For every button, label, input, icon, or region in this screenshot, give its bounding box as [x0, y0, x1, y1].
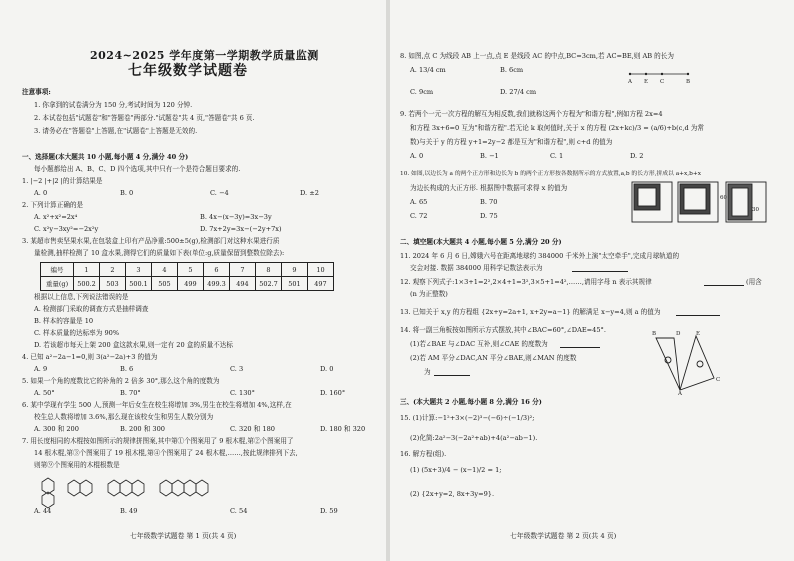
q3-option-b: B. 样本的容量是 10: [34, 317, 94, 325]
q3-table-data-row: [41, 277, 334, 291]
q7-hexagon-pattern-figure: [38, 474, 228, 510]
q7-option-b: B. 49: [120, 507, 138, 515]
table-cell: 6: [204, 263, 230, 277]
q4-option-a: A. 9: [34, 365, 48, 373]
exam-title: 2024~2025 学年度第一学期教学质量监测: [90, 49, 319, 62]
q5-option-b: B. 70°: [120, 389, 141, 397]
table-cell: 重量(g): [41, 277, 74, 291]
q2-option-c: C. x²y−3xy²=−2x²y: [34, 225, 99, 233]
section-3-heading: 三、(本大题共 2 小题,每小题 8 分,满分 16 分): [400, 398, 542, 406]
q1-option-a: A. 0: [34, 189, 48, 197]
q10-label-30: 30: [752, 207, 759, 213]
q3-stem-line-2: 量检测,抽样检测了 10 盒水果,测得它们的质量如下表(单位:g,质量保留到整数位除去):: [34, 249, 285, 257]
section-2-heading: 二、填空题(本大题共 4 小题,每小题 5 分,满分 20 分): [400, 238, 562, 246]
q11-answer-blank: [572, 271, 628, 272]
table-cell: 9: [282, 263, 308, 277]
table-cell: 494: [230, 277, 256, 291]
q5-option-a: A. 50°: [34, 389, 55, 397]
q12-blank-unit: (用含: [746, 278, 762, 286]
q7-option-c: C. 54: [230, 507, 248, 515]
page-1-footer: 七年级数学试题卷 第 1 页(共 4 页): [130, 532, 237, 540]
q11-line-1: 11. 2024 年 6 月 6 日,嫦娥六号在距离地球约 384000 千米外上演"太空牵手",完成月球轨道的: [400, 252, 680, 260]
q10-label-60: 60: [720, 195, 727, 201]
table-cell: 500.2: [74, 277, 100, 291]
q14-line-2: (1)若∠BAE 与∠DAC 互补,则∠CAE 的度数为: [410, 340, 548, 348]
q1-stem: 1. |−2 |+|2 |的计算结果是: [22, 177, 103, 185]
q14-label-b: B: [652, 331, 657, 337]
q12-answer-blank: [704, 285, 744, 286]
q3-option-a: A. 检测部门采取的调查方式是抽样调查: [34, 305, 149, 313]
table-cell: 503: [100, 277, 126, 291]
table-cell: 7: [230, 263, 256, 277]
q9-stem-line-3: 数)与关于 y 的方程 y+1=2y−2 都是互为"和谐方程",则 c+d 的值为: [410, 138, 613, 146]
q9-option-d: D. 2: [630, 152, 644, 160]
section-1-instruction: 每小题都给出 A、B、C、D 四个选项,其中只有一个是符合题目要求的.: [34, 165, 241, 173]
q6-stem-line-1: 6. 某中学现有学生 500 人,预测一年后女生在校生将增加 3%,男生在校生将增加 4%,这样,在: [22, 401, 292, 409]
q11-line-2: 交会对接. 数据 384000 用科学记数法表示为: [410, 264, 543, 272]
q9-stem-line-2: 和方程 3x+6=0 互为"和谐方程".若无论 k 取何值时,关于 x 的方程 (2x+kc)/3 = (a/6)+b(c,d 为常: [410, 124, 704, 132]
table-cell: 497: [308, 277, 334, 291]
q10-option-d: D. 75: [480, 212, 498, 220]
q14-1-answer-blank: [560, 347, 600, 348]
notice-item-2: 2. 本试卷包括"试题卷"和"答题卷"两部分."试题卷"共 4 页,"答题卷"共 6 页.: [34, 114, 255, 122]
table-cell: 5: [178, 263, 204, 277]
table-cell: 8: [256, 263, 282, 277]
q10-squares-figure: [630, 180, 770, 224]
q8-label-e: E: [644, 79, 649, 85]
table-cell: 2: [100, 263, 126, 277]
q6-option-b: B. 200 和 300: [120, 425, 165, 433]
q7-option-a: A. 44: [34, 507, 52, 515]
q8-option-b: B. 6cm: [500, 66, 524, 74]
q6-stem-line-2: 校生总人数将增加 3.6%,那么现在该校女生和男生人数分别为: [34, 413, 214, 421]
q10-stem-line-2: 为边长构成的大正方形. 根据图中数据可求得 x 的值为: [410, 184, 568, 192]
q2-option-d: D. 7x+2y=3x−(−2y+7x): [200, 225, 282, 233]
q3-followup: 根据以上信息,下列说法错误的是: [34, 293, 129, 301]
q1-option-d: D. ±2: [300, 189, 319, 197]
q7-option-d: D. 59: [320, 507, 338, 515]
page-1: [0, 0, 386, 561]
q9-option-b: B. −1: [480, 152, 499, 160]
q10-stem-line-1: 10. 如图,以边长为 a 的两个正方形和边长为 b 的两个正方形按各数据所示的方式放置,a,b 的长方形,拼成以 a+x,b+x: [400, 171, 701, 177]
q12-line-1: 12. 观察下列式子:1×3+1=2²,2×4+1=3²,3×5+1=4²,……,请用字母 n 表示其规律: [400, 278, 652, 286]
section-1-heading: 一、选择题(本大题共 10 小题,每小题 4 分,满分 40 分): [22, 153, 189, 161]
q16-part-2: (2) {2x+y=2, 8x+3y=9}.: [410, 490, 495, 498]
q14-2-answer-blank: [434, 375, 470, 376]
q7-stem-line-1: 7. 用长度相同的木棍按如图所示的规律拼图案,其中第①个图案用了 9 根木棍,第②个图案用了: [22, 437, 294, 445]
table-cell: 499.3: [204, 277, 230, 291]
table-cell: 502.7: [256, 277, 282, 291]
q4-option-c: C. 3: [230, 365, 244, 373]
q8-label-c: C: [660, 79, 665, 85]
table-cell: 4: [152, 263, 178, 277]
table-cell: 3: [126, 263, 152, 277]
notice-item-1: 1. 你拿到的试卷满分为 150 分,考试时间为 120 分钟.: [34, 101, 193, 109]
q7-stem-line-3: 则第⑨个图案用的木棍根数是: [34, 461, 120, 469]
q2-option-b: B. 4x−(x−3y)=3x−3y: [200, 213, 272, 221]
q4-option-d: D. 0: [320, 365, 334, 373]
q6-option-c: C. 320 和 180: [230, 425, 275, 433]
q8-option-a: A. 13/4 cm: [410, 66, 446, 74]
q9-stem-line-1: 9. 若两个一元一次方程的解互为相反数,我们就称这两个方程为"和谐方程",例如方程 2x=4: [400, 110, 663, 118]
q16-part-1: (1) (5x+3)/4 − (x−1)/2 = 1;: [410, 466, 502, 474]
q14-line-3: (2)若 AM 平分∠DAC,AN 平分∠BAE,则∠MAN 的度数: [410, 354, 577, 362]
q12-line-2: (n 为正整数): [410, 290, 448, 298]
q16-heading: 16. 解方程(组).: [400, 450, 447, 458]
table-cell: 编号: [41, 263, 74, 277]
q14-line-4: 为: [424, 368, 431, 376]
q4-option-b: B. 6: [120, 365, 134, 373]
notice-item-3: 3. 请务必在"答题卷"上答题,在"试题卷"上答题是无效的.: [34, 127, 198, 135]
q3-option-d: D. 若该超市每天上架 200 盒这款水果,则一定有 20 盒的质量不达标: [34, 341, 233, 349]
q9-option-a: A. 0: [410, 152, 424, 160]
q9-option-c: C. 1: [550, 152, 564, 160]
table-cell: 10: [308, 263, 334, 277]
q5-option-c: C. 130°: [230, 389, 255, 397]
q5-option-d: D. 160°: [320, 389, 346, 397]
q7-stem-line-2: 14 根木棍,第③个图案用了 19 根木棍,第④个图案用了 24 根木棍,……,按此规律排列下去,: [34, 449, 298, 457]
table-cell: 1: [74, 263, 100, 277]
q15-part-2: (2)化简:2a²−3(−2a²+ab)+4(a²−ab−1).: [410, 434, 538, 442]
q10-option-b: B. 70: [480, 198, 498, 206]
q13-answer-blank: [676, 315, 720, 316]
page-2: [390, 0, 794, 561]
q8-label-b: B: [686, 79, 691, 85]
q3-table-header-row: [41, 263, 334, 277]
q10-option-c: C. 72: [410, 212, 428, 220]
q2-option-a: A. x²+x²=2x⁴: [34, 213, 78, 221]
q14-label-c: C: [716, 377, 721, 383]
q8-option-d: D. 27/4 cm: [500, 88, 537, 96]
q3-weight-table: [40, 262, 334, 291]
q6-option-a: A. 300 和 200: [34, 425, 79, 433]
q14-label-d: D: [676, 331, 681, 337]
q14-set-square-figure: [652, 330, 724, 394]
q6-option-d: D. 180 和 320: [320, 425, 366, 433]
q14-line-1: 14. 将一副三角板按如图所示方式摆放,其中∠BAC=60°,∠DAE=45°.: [400, 326, 606, 334]
exam-subtitle: 七年级数学试题卷: [128, 63, 248, 79]
q4-stem: 4. 已知 a²−2a−1=0,则 3(a²−2a)+3 的值为: [22, 353, 158, 361]
table-cell: 505: [152, 277, 178, 291]
q10-option-a: A. 65: [410, 198, 428, 206]
q13-text: 13. 已知关于 x,y 的方程组 {2x+y=2a+1, x+2y=a−1} 的解满足 x−y=4,则 a 的值为: [400, 308, 661, 316]
table-cell: 500.1: [126, 277, 152, 291]
q5-stem: 5. 如果一个角的度数比它的补角的 2 倍多 30°,那么这个角的度数为: [22, 377, 220, 385]
q2-stem: 2. 下列计算正确的是: [22, 201, 84, 209]
q14-label-a: A: [678, 391, 682, 397]
q15-part-1: 15. (1)计算:−1²+3×(−2)³−(−6)÷(−1/3)²;: [400, 414, 535, 422]
table-cell: 501: [282, 277, 308, 291]
table-cell: 499: [178, 277, 204, 291]
q1-option-b: B. 0: [120, 189, 134, 197]
q1-option-c: C. −4: [210, 189, 229, 197]
q3-option-c: C. 样本质量的达标率为 90%: [34, 329, 120, 337]
q3-stem-line-1: 3. 某超市售卖坚果水果,在包装盒上印有产品净重:500±5(g),检测部门对这种水果进行质: [22, 237, 280, 245]
q8-stem: 8. 如图,点 C 为线段 AB 上一点,点 E 是线段 AC 的中点,BC=3cm,若 AC=BE,则 AB 的长为: [400, 52, 674, 60]
page-2-footer: 七年级数学试题卷 第 2 页(共 4 页): [510, 532, 617, 540]
q8-label-a: A: [628, 79, 632, 85]
notice-heading: 注意事项:: [22, 88, 51, 96]
q14-label-e: E: [696, 331, 701, 337]
q8-option-c: C. 9cm: [410, 88, 434, 96]
